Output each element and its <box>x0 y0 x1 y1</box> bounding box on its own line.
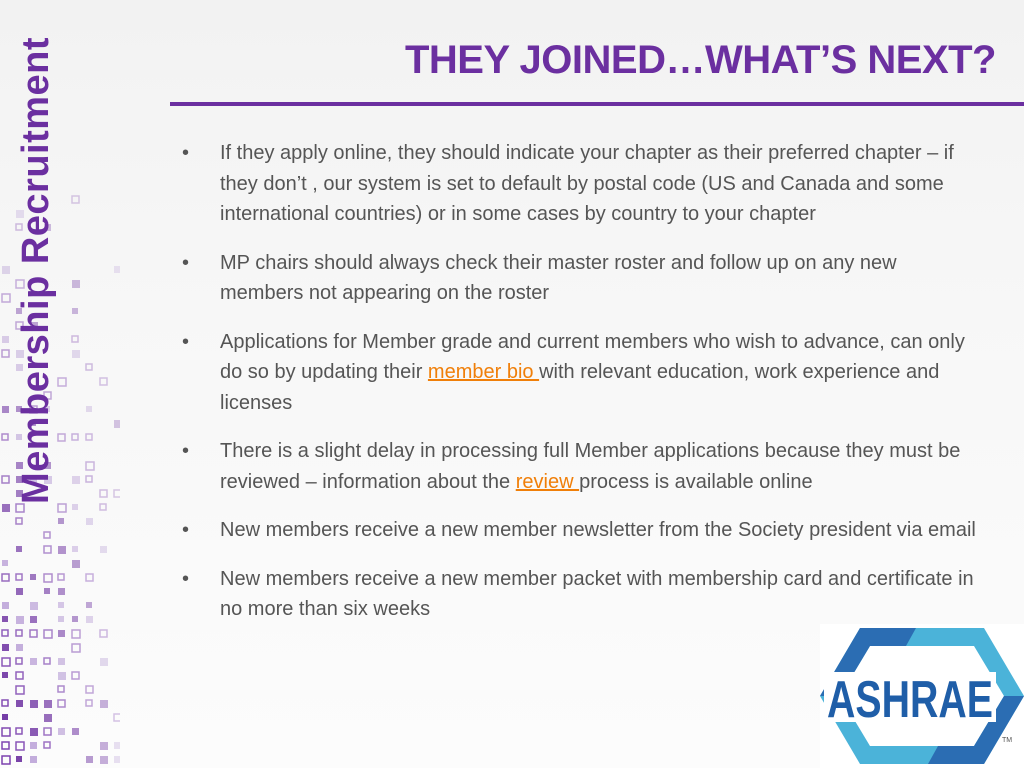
decorative-square <box>72 616 78 622</box>
review-link[interactable]: review <box>515 470 580 493</box>
decorative-square <box>16 742 24 750</box>
decorative-square <box>86 518 93 525</box>
decorative-square <box>58 602 64 608</box>
decorative-square <box>2 630 8 636</box>
decorative-square <box>30 616 37 623</box>
decorative-square <box>72 630 80 638</box>
decorative-square <box>16 546 22 552</box>
sidebar-title-text: Membership Recruitment <box>15 36 58 504</box>
decorative-square <box>30 742 37 749</box>
decorative-square <box>16 756 22 762</box>
decorative-square <box>100 700 108 708</box>
decorative-square <box>44 700 52 708</box>
decorative-square <box>16 728 22 734</box>
decorative-square <box>114 756 120 763</box>
decorative-square <box>72 196 79 203</box>
bullet-text: with relevant education, work experience and licenses <box>220 361 940 414</box>
decorative-square <box>16 658 22 664</box>
decorative-square <box>16 630 22 636</box>
decorative-square <box>30 756 37 763</box>
bullet-text: MP chairs should always check their master roster and follow up on any new members not appearing on the roster <box>220 251 897 304</box>
decorative-square <box>30 630 37 637</box>
decorative-square <box>44 714 52 722</box>
decorative-square <box>100 504 106 510</box>
decorative-square <box>72 336 78 342</box>
decorative-square <box>100 378 107 385</box>
decorative-square <box>58 616 64 622</box>
bullet-text: There is a slight delay in processing full Member applications because they must be reviewed – information about the <box>220 440 961 493</box>
decorative-square <box>72 434 78 440</box>
decorative-square <box>44 630 52 638</box>
decorative-square <box>86 756 93 763</box>
slide-title: THEY JOINED…WHAT’S NEXT? <box>404 38 996 82</box>
bullet-item <box>180 564 980 625</box>
decorative-square <box>86 434 92 440</box>
decorative-square <box>58 658 65 665</box>
decorative-square <box>44 532 50 538</box>
decorative-square <box>100 756 108 764</box>
decorative-square <box>86 364 92 370</box>
decorative-square <box>86 462 94 470</box>
member-bio-link[interactable]: member bio <box>427 361 540 383</box>
decorative-square <box>44 588 50 594</box>
decorative-square <box>2 644 9 651</box>
decorative-square <box>30 728 38 736</box>
decorative-square <box>58 672 66 680</box>
decorative-square <box>58 518 64 524</box>
decorative-square <box>16 616 24 624</box>
decorative-square <box>2 756 10 764</box>
bullet-text: If they apply online, they should indicate your chapter as their preferred chapter – if they don’t , our system is set to default by postal code (US and Canada and some international countries) or in some cases by country to your chapter <box>220 142 954 225</box>
decorative-square <box>72 280 80 288</box>
decorative-square <box>72 350 80 358</box>
decorative-square <box>2 728 10 736</box>
decorative-square <box>72 476 80 484</box>
decorative-square <box>16 518 22 524</box>
decorative-square <box>44 658 50 664</box>
decorative-square <box>58 588 65 595</box>
decorative-square <box>30 602 38 610</box>
decorative-square <box>114 490 120 497</box>
decorative-square <box>72 308 78 314</box>
bullet-list <box>180 138 980 643</box>
decorative-square <box>2 602 9 609</box>
sidebar-title <box>7 30 67 510</box>
decorative-square <box>44 574 52 582</box>
decorative-square <box>72 672 79 679</box>
decorative-square <box>16 574 22 580</box>
bullet-marker: • <box>182 330 190 353</box>
decorative-square <box>2 700 8 706</box>
bullet-marker: • <box>182 567 190 590</box>
decorative-square <box>16 644 23 651</box>
decorative-square <box>86 574 93 581</box>
bullet-item <box>180 138 980 230</box>
bullet-text: process is available online <box>579 470 813 493</box>
bullet-text: New members receive a new member newsletter from the Society president via email <box>220 519 976 541</box>
ashrae-logo-graphic <box>820 624 1024 768</box>
decorative-square <box>58 700 65 707</box>
decorative-square <box>86 686 93 693</box>
decorative-square <box>114 742 120 749</box>
trademark-mark: TM <box>1002 737 1013 744</box>
decorative-square <box>58 686 64 692</box>
decorative-square <box>114 266 120 273</box>
bullet-item <box>180 436 980 497</box>
decorative-square <box>86 602 92 608</box>
decorative-square <box>30 574 36 580</box>
decorative-square <box>100 630 107 637</box>
decorative-square <box>2 714 8 720</box>
decorative-square <box>100 742 108 750</box>
bullet-item <box>180 248 980 309</box>
decorative-square <box>58 630 65 637</box>
decorative-square <box>58 574 64 580</box>
bullet-item <box>180 515 980 546</box>
decorative-square <box>16 686 24 694</box>
decorative-square <box>2 560 8 566</box>
decorative-square <box>2 672 8 678</box>
decorative-square <box>86 616 93 623</box>
decorative-square <box>72 560 80 568</box>
decorative-square <box>72 546 78 552</box>
bullet-item <box>180 327 980 419</box>
decorative-square <box>2 574 9 581</box>
decorative-square <box>16 672 23 679</box>
decorative-square <box>86 406 92 412</box>
decorative-square <box>86 700 92 706</box>
decorative-square <box>72 644 80 652</box>
decorative-square <box>114 714 120 721</box>
bullet-text: Applications for Member grade and current members who wish to advance, can only do so by updating their <box>220 330 965 383</box>
decorative-square <box>72 504 78 510</box>
decorative-square <box>100 490 107 497</box>
logo-wordmark: ASHRAE <box>827 671 993 729</box>
title-divider <box>170 102 1024 106</box>
decorative-square <box>2 742 9 749</box>
decorative-square <box>44 742 50 748</box>
ashrae-logo <box>820 624 1024 768</box>
bullet-text: New members receive a new member packet with membership card and certificate in no more than six weeks <box>220 567 974 620</box>
decorative-square <box>30 658 37 665</box>
decorative-square <box>30 700 38 708</box>
decorative-square <box>16 700 23 707</box>
decorative-square <box>44 546 51 553</box>
decorative-square <box>86 476 92 482</box>
decorative-square <box>114 420 120 428</box>
decorative-square <box>100 658 108 666</box>
decorative-square <box>100 546 107 553</box>
bullet-marker: • <box>182 251 190 274</box>
bullet-marker: • <box>182 142 190 164</box>
bullet-marker: • <box>182 440 190 462</box>
decorative-square <box>58 728 65 735</box>
decorative-square <box>2 616 8 622</box>
bullet-marker: • <box>182 519 190 541</box>
decorative-square <box>16 588 23 595</box>
decorative-square <box>2 658 10 666</box>
decorative-square <box>44 728 51 735</box>
decorative-square <box>58 546 66 554</box>
decorative-square <box>72 728 79 735</box>
